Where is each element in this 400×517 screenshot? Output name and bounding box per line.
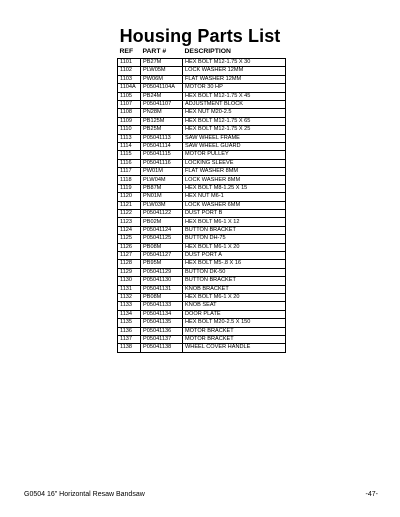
cell-part-number: P05041137 [141,335,183,343]
cell-description: MOTOR BRACKET [183,335,286,343]
table-row [118,184,286,192]
table-row [118,151,286,159]
cell-part-number: P05041138 [141,344,183,352]
cell-description: BUTTON BRACKET [183,277,286,285]
cell-description: SAW WHEEL GUARD [183,142,286,150]
table-row [118,260,286,268]
cell-ref: 1126 [118,243,141,251]
table-row [118,168,286,176]
cell-description: DUST PORT A [183,251,286,259]
cell-description: MOTOR 30 HP [183,84,286,92]
cell-ref: 1115 [118,151,141,159]
cell-ref: 1119 [118,184,141,192]
table-row [118,327,286,335]
cell-description: HEX NUT M20-2.5 [183,109,286,117]
table-row [118,310,286,318]
cell-ref: 1109 [118,117,141,125]
table-row [118,344,286,352]
cell-part-number: PB125M [141,117,183,125]
cell-part-number: P05041130 [141,277,183,285]
cell-description: BUTTON DH-75 [183,235,286,243]
cell-ref: 1102 [118,67,141,75]
cell-description: HEX BOLT M12-1.75 X 45 [183,92,286,100]
cell-part-number: P05041116 [141,159,183,167]
cell-ref: 1136 [118,327,141,335]
cell-part-number: P05041127 [141,251,183,259]
cell-description: HEX BOLT M20-2.5 X 150 [183,319,286,327]
cell-description: LOCK WASHER 6MM [183,201,286,209]
parts-table-body [118,59,286,353]
cell-description: DUST PORT B [183,210,286,218]
cell-part-number: PN01M [141,193,183,201]
cell-part-number: PW06M [141,75,183,83]
cell-description: FLAT WASHER 12MM [183,75,286,83]
cell-part-number: PB08M [141,293,183,301]
cell-part-number: P05041134 [141,310,183,318]
table-row [118,226,286,234]
parts-table-container [117,48,285,353]
cell-ref: 1116 [118,159,141,167]
table-row [118,210,286,218]
cell-part-number: P05041136 [141,327,183,335]
cell-ref: 1138 [118,344,141,352]
cell-description: MOTOR BRACKET [183,327,286,335]
header-part-number: PART # [141,48,183,59]
cell-part-number: PLW05M [141,67,183,75]
cell-ref: 1137 [118,335,141,343]
cell-description: HEX BOLT M6-1 X 12 [183,218,286,226]
cell-description: HEX BOLT M6-1 X 20 [183,293,286,301]
table-row [118,293,286,301]
table-row [118,109,286,117]
cell-ref: 1134 [118,310,141,318]
table-row [118,335,286,343]
table-row [118,243,286,251]
cell-description: DOOR PLATE [183,310,286,318]
header-description: DESCRIPTION [183,48,286,59]
cell-ref: 1131 [118,285,141,293]
cell-ref: 1121 [118,201,141,209]
table-row [118,100,286,108]
cell-ref: 1125 [118,235,141,243]
cell-ref: 1105 [118,92,141,100]
cell-ref: 1122 [118,210,141,218]
cell-description: BUTTON BRACKET [183,226,286,234]
cell-part-number: P05041114 [141,142,183,150]
table-row [118,92,286,100]
cell-ref: 1123 [118,218,141,226]
header-ref: REF [118,48,141,59]
table-row [118,319,286,327]
table-row [118,176,286,184]
cell-description: HEX BOLT M6-1 X 20 [183,243,286,251]
cell-part-number: P05041104A [141,84,183,92]
cell-description: BUTTON DK-50 [183,268,286,276]
cell-part-number: PLW03M [141,201,183,209]
cell-part-number: P05041131 [141,285,183,293]
cell-part-number: P05041122 [141,210,183,218]
cell-part-number: PB25M [141,126,183,134]
cell-part-number: PB95M [141,260,183,268]
table-row [118,268,286,276]
cell-ref: 1113 [118,134,141,142]
cell-ref: 1108 [118,109,141,117]
table-row [118,218,286,226]
cell-part-number: P05041135 [141,319,183,327]
table-row [118,277,286,285]
cell-ref: 1110 [118,126,141,134]
cell-part-number: PB87M [141,184,183,192]
cell-description: KNOB BRACKET [183,285,286,293]
cell-part-number: PB24M [141,92,183,100]
table-row [118,285,286,293]
cell-part-number: PB08M [141,243,183,251]
table-row [118,59,286,67]
table-row [118,235,286,243]
cell-description: HEX NUT M6-1 [183,193,286,201]
cell-ref: 1129 [118,268,141,276]
table-row [118,75,286,83]
cell-ref: 1127 [118,251,141,259]
cell-description: HEX BOLT M12-1.75 X 65 [183,117,286,125]
table-row [118,201,286,209]
table-row [118,134,286,142]
cell-ref: 1124 [118,226,141,234]
table-row [118,126,286,134]
cell-ref: 1135 [118,319,141,327]
cell-description: MOTOR PULLEY [183,151,286,159]
cell-description: LOCK WASHER 8MM [183,176,286,184]
cell-description: FLAT WASHER 8MM [183,168,286,176]
cell-part-number: P05041133 [141,302,183,310]
cell-ref: 1128 [118,260,141,268]
table-row [118,193,286,201]
cell-part-number: P05041115 [141,151,183,159]
cell-description: HEX BOLT M5-.8 X 16 [183,260,286,268]
cell-part-number: PN28M [141,109,183,117]
cell-ref: 1130 [118,277,141,285]
cell-ref: 1107 [118,100,141,108]
table-row [118,67,286,75]
cell-description: LOCK WASHER 12MM [183,67,286,75]
cell-ref: 1118 [118,176,141,184]
cell-part-number: P05041124 [141,226,183,234]
cell-description: WHEEL COVER HANDLE [183,344,286,352]
cell-description: KNOB SEAT [183,302,286,310]
cell-part-number: PLW04M [141,176,183,184]
cell-ref: 1133 [118,302,141,310]
cell-part-number: PB02M [141,218,183,226]
table-row [118,251,286,259]
cell-part-number: P05041113 [141,134,183,142]
cell-ref: 1103 [118,75,141,83]
page-title: Housing Parts List [119,26,281,46]
parts-table [117,48,286,353]
cell-ref: 1104A [118,84,141,92]
cell-ref: 1132 [118,293,141,301]
cell-description: HEX BOLT M12-1.75 X 25 [183,126,286,134]
footer-manual-title: G0504 16" Horizontal Resaw Bandsaw [24,491,145,498]
cell-part-number: P05041107 [141,100,183,108]
footer-page-number: -47- [365,491,378,498]
table-header-row [118,48,286,59]
cell-ref: 1120 [118,193,141,201]
cell-part-number: P05041125 [141,235,183,243]
cell-ref: 1117 [118,168,141,176]
cell-part-number: P05041129 [141,268,183,276]
cell-description: ADJUSTMENT BLOCK [183,100,286,108]
table-row [118,117,286,125]
cell-description: LOCKING SLEEVE [183,159,286,167]
table-row [118,142,286,150]
cell-description: SAW WHEEL FRAME [183,134,286,142]
cell-part-number: PB27M [141,59,183,67]
cell-part-number: PW01M [141,168,183,176]
table-row [118,159,286,167]
table-row [118,84,286,92]
cell-description: HEX BOLT M8-1.25 X 15 [183,184,286,192]
cell-description: HEX BOLT M12-1.75 X 30 [183,59,286,67]
cell-ref: 1114 [118,142,141,150]
table-row [118,302,286,310]
cell-ref: 1101 [118,59,141,67]
